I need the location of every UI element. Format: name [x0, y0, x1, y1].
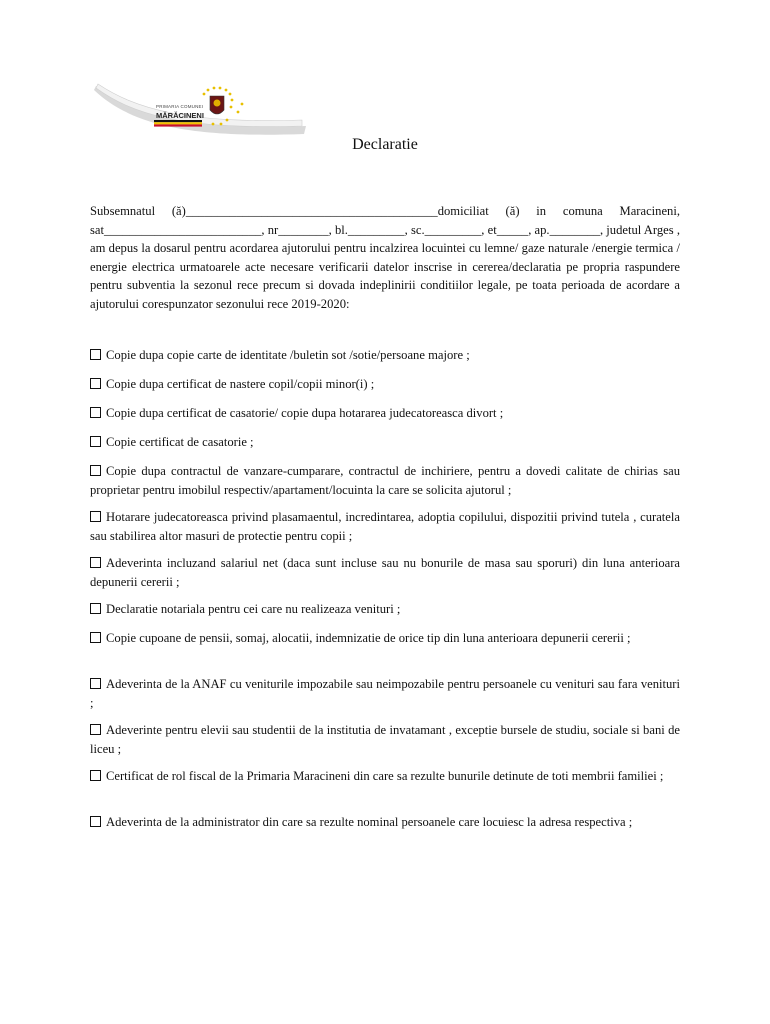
- checkbox[interactable]: [90, 632, 101, 643]
- list-item: [90, 629, 680, 648]
- list-item: [90, 554, 680, 591]
- list-item-label: Adeverinta incluzand salariul net (daca sunt incluse sau nu bonurile de masa sau sporuri) din luna anterioara depunerii cererii ;: [90, 556, 680, 589]
- checkbox[interactable]: [90, 603, 101, 614]
- logo-name: MĂRĂCINENI: [156, 111, 204, 120]
- document-title: Declaratie: [352, 136, 418, 153]
- checkbox[interactable]: [90, 407, 101, 418]
- checkbox[interactable]: [90, 465, 101, 476]
- list-item-label: Certificat de rol fiscal de la Primaria Maracineni din care sa rezulte bunurile detinute de toti membrii familiei ;: [106, 769, 664, 783]
- logo-caption: PRIMARIA COMUNEI: [156, 104, 204, 109]
- list-item: [90, 375, 680, 394]
- list-item-label: Declaratie notariala pentru cei care nu realizeaza venituri ;: [106, 602, 401, 616]
- list-item-label: Copie certificat de casatorie ;: [106, 435, 254, 449]
- primaria-logo: [92, 82, 306, 140]
- checkbox[interactable]: [90, 557, 101, 568]
- list-item-label: Adeverinte pentru elevii sau studentii de la institutia de invatamant , exceptie bursele de studiu, sociale si bani de liceu ;: [90, 723, 680, 756]
- checkbox[interactable]: [90, 511, 101, 522]
- list-item: [90, 675, 680, 712]
- list-item-label: Copie dupa certificat de casatorie/ copie dupa hotararea judecatoreasca divort ;: [106, 406, 504, 420]
- list-item-label: Hotarare judecatoreasca privind plasamaentul, incredintarea, adoptia copilului, dispozitii privind tutela , curatela sau stabilirea altor masuri de protectie pentru copii ;: [90, 510, 680, 543]
- checkbox[interactable]: [90, 770, 101, 781]
- list-item-label: Copie cupoane de pensii, somaj, alocatii, indemnizatie de orice tip din luna anterioara depunerii cererii ;: [106, 631, 631, 645]
- list-item-label: Copie dupa certificat de nastere copil/copii minor(i) ;: [106, 377, 375, 391]
- intro-paragraph: Subsemnatul (ă)________________________________________domiciliat (ă) in comuna Maracineni, sat_________________________, nr________, bl._________, sc._________, et_____, ap.________, judetul Arges , am depus la dosarul pentru acordarea ajutorului pentru incalzirea locuintei cu lemne/ gaze naturale /energie termica / energie electrica urmatoarele acte necesare verificarii datelor inscrise in cererea/declaratia pe propria raspundere pentru subventia la sezonul rece precum si dovada indeplinirii conditiilor legale, pe toata perioada de acordare a ajutorului corespunzator sezonului rece 2019-2020:: [90, 204, 680, 311]
- checkbox[interactable]: [90, 436, 101, 447]
- list-item-label: Adeverinta de la ANAF cu veniturile impozabile sau neimpozabile pentru persoanele cu venituri sau fara venituri ;: [90, 677, 680, 710]
- list-item-label: Adeverinta de la administrator din care sa rezulte nominal persoanele care locuiesc la adresa respectiva ;: [106, 815, 633, 829]
- list-item: [90, 767, 680, 786]
- list-item: [90, 508, 680, 545]
- checkbox[interactable]: [90, 678, 101, 689]
- checkbox[interactable]: [90, 349, 101, 360]
- checkbox[interactable]: [90, 724, 101, 735]
- list-item-label: Copie dupa contractul de vanzare-cumparare, contractul de inchiriere, pentru a dovedi calitate de chirias sau proprietar pentru imobilul respectiv/apartament/locuinta la care se solicita ajutorul ;: [90, 464, 680, 497]
- list-item: [90, 433, 680, 452]
- list-item: [90, 404, 680, 423]
- list-item: [90, 813, 680, 832]
- list-item: [90, 346, 680, 365]
- list-item: [90, 600, 680, 619]
- list-item-label: Copie dupa copie carte de identitate /buletin sot /sotie/persoane majore ;: [106, 348, 470, 362]
- document-body: [90, 202, 680, 829]
- list-item: [90, 462, 680, 499]
- checkbox[interactable]: [90, 378, 101, 389]
- checkbox[interactable]: [90, 816, 101, 827]
- list-item: [90, 721, 680, 758]
